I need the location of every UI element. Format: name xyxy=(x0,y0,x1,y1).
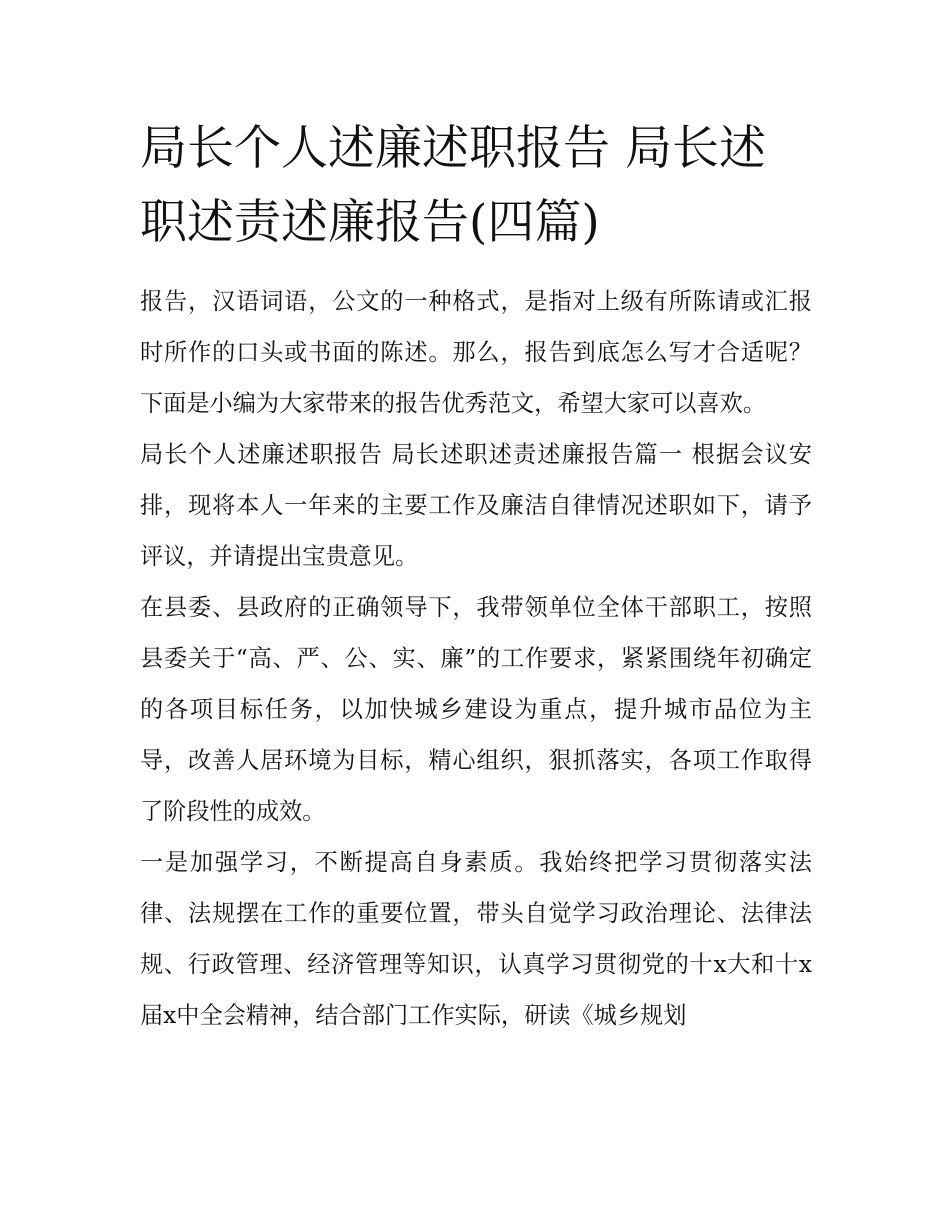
document-content xyxy=(140,112,812,1041)
paragraph-intro: 报告，汉语词语，公文的一种格式，是指对上级有所陈请或汇报时所作的口头或书面的陈述。那么，报告到底怎么写才合适呢？下面是小编为大家带来的报告优秀范文，希望大家可以喜欢。 xyxy=(140,288,812,417)
paragraph-opening: 局长个人述廉述职报告 局长述职述责述廉报告篇一 根据会议安排，现将本人一年来的主要工作及廉洁自律情况述职如下，请予评议，并请提出宝贵意见。 xyxy=(140,441,812,570)
paragraph-study: 一是加强学习，不断提高自身素质。我始终把学习贯彻落实法律、法规摆在工作的重要位置，带头自觉学习政治理论、法律法规、行政管理、经济管理等知识，认真学习贯彻党的十x大和十x届x中全会精神，结合部门工作实际，研读《城乡规划 xyxy=(140,849,812,1029)
document-title: 局长个人述廉述职报告 局长述职述责述廉报告(四篇) xyxy=(140,121,766,250)
paragraph-overview: 在县委、县政府的正确领导下，我带领单位全体干部职工，按照县委关于“高、严、公、实、廉”的工作要求，紧紧围绕年初确定的各项目标任务，以加快城乡建设为重点，提升城市品位为主导，改善人居环境为目标，精心组织，狠抓落实，各项工作取得了阶段性的成效。 xyxy=(140,594,812,825)
